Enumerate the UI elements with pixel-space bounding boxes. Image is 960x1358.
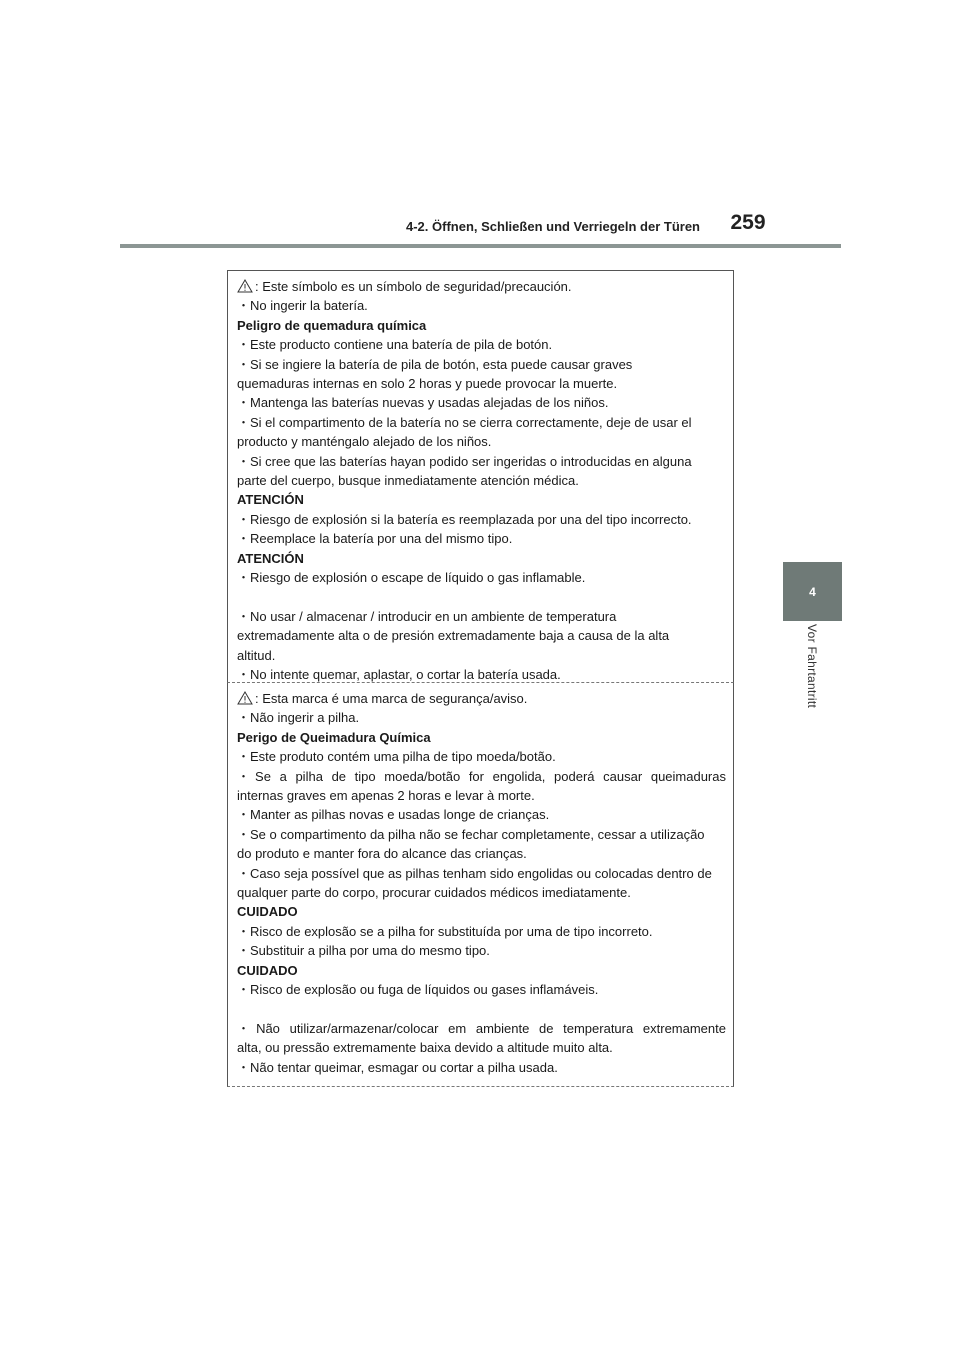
symbol-note-line	[237, 277, 726, 296]
warning-triangle-icon	[237, 691, 253, 705]
warning-triangle-icon	[237, 279, 253, 293]
symbol-note-line	[237, 689, 726, 708]
symbol-note-text: : Esta marca é uma marca de segurança/aviso.	[255, 691, 528, 706]
text-line: ・Risco de explosão se a pilha for substituída por uma de tipo incorreto.	[237, 923, 653, 939]
text-line: ・Não ingerir a pilha.	[237, 710, 360, 726]
text-line: ・Reemplace la batería por una del mismo tipo.	[237, 531, 513, 547]
text-line: producto y manténgalo alejado de los niños.	[237, 434, 492, 450]
text-line: ・Não utilizar/armazenar/colocar em ambiente de temperatura extremamente	[237, 1020, 726, 1036]
chapter-tab-number: 4	[809, 584, 816, 599]
chapter-label-text: Vor Fahrtantritt	[805, 624, 819, 709]
text-line: altitud.	[237, 647, 276, 663]
text-line: ・Manter as pilhas novas e usadas longe de crianças.	[237, 807, 550, 823]
chapter-tab	[783, 562, 842, 621]
blank-line	[237, 1000, 726, 1019]
text-line: extremadamente alta o de presión extremadamente baja a causa de la alta	[237, 628, 670, 644]
subheading: Peligro de quemadura química	[237, 317, 427, 333]
text-line: ・Não tentar queimar, esmagar ou cortar a pilha usada.	[237, 1059, 558, 1075]
page-number: 259	[730, 211, 766, 234]
text-line: qualquer parte do corpo, procurar cuidados médicos imediatamente.	[237, 885, 631, 901]
header-divider	[120, 244, 841, 248]
subheading: CUIDADO	[237, 904, 298, 920]
text-line: ・Mantenga las baterías nuevas y usadas alejadas de los niños.	[237, 395, 609, 411]
text-line: internas graves em apenas 2 horas e levar à morte.	[237, 788, 535, 804]
text-line: quemaduras internas en solo 2 horas y puede provocar la muerte.	[237, 376, 618, 392]
text-line: ・Caso seja possível que as pilhas tenham sido engolidas ou colocadas dentro de	[237, 865, 712, 881]
text-line: parte del cuerpo, busque inmediatamente atención médica.	[237, 473, 579, 489]
text-line: do produto e manter fora do alcance das crianças.	[237, 846, 527, 862]
text-line: ・Si cree que las baterías hayan podido ser ingeridas o introducidas en alguna	[237, 453, 692, 469]
subheading: ATENCIÓN	[237, 550, 304, 566]
portuguese-warning-box	[227, 683, 734, 1087]
text-line: ・Se a pilha de tipo moeda/botão for engolida, poderá causar queimaduras	[237, 768, 726, 784]
text-line: ・Este produto contém uma pilha de tipo moeda/botão.	[237, 749, 556, 765]
subheading: CUIDADO	[237, 962, 298, 978]
text-line: ・Riesgo de explosión o escape de líquido o gas inflamable.	[237, 570, 586, 586]
text-line: alta, ou pressão extremamente baixa devido a altitude muito alta.	[237, 1040, 613, 1056]
text-line: ・Risco de explosão ou fuga de líquidos ou gases inflamáveis.	[237, 982, 599, 998]
text-line: ・Si el compartimento de la batería no se cierra correctamente, deje de usar el	[237, 414, 692, 430]
text-line: ・No intente quemar, aplastar, o cortar la batería usada.	[237, 667, 561, 683]
blank-line	[237, 588, 726, 607]
subheading: Perigo de Queimadura Química	[237, 729, 431, 745]
text-line: ・Riesgo de explosión si la batería es reemplazada por una del tipo incorrecto.	[237, 511, 692, 527]
text-line: ・No ingerir la batería.	[237, 298, 368, 314]
section-title: 4-2. Öffnen, Schließen und Verriegeln der Türen	[405, 219, 700, 234]
text-line: ・No usar / almacenar / introducir en un ambiente de temperatura	[237, 608, 617, 624]
text-line: ・Substituir a pilha por uma do mesmo tipo.	[237, 943, 490, 959]
text-line: ・Se o compartimento da pilha não se fechar completamente, cessar a utilização	[237, 826, 705, 842]
text-line: ・Si se ingiere la batería de pila de botón, esta puede causar graves	[237, 356, 633, 372]
spanish-warning-box	[227, 270, 734, 683]
subheading: ATENCIÓN	[237, 492, 304, 508]
text-line: ・Este producto contiene una batería de pila de botón.	[237, 337, 553, 353]
chapter-side-label	[782, 624, 842, 734]
symbol-note-text: : Este símbolo es un símbolo de seguridad/precaución.	[255, 279, 572, 294]
